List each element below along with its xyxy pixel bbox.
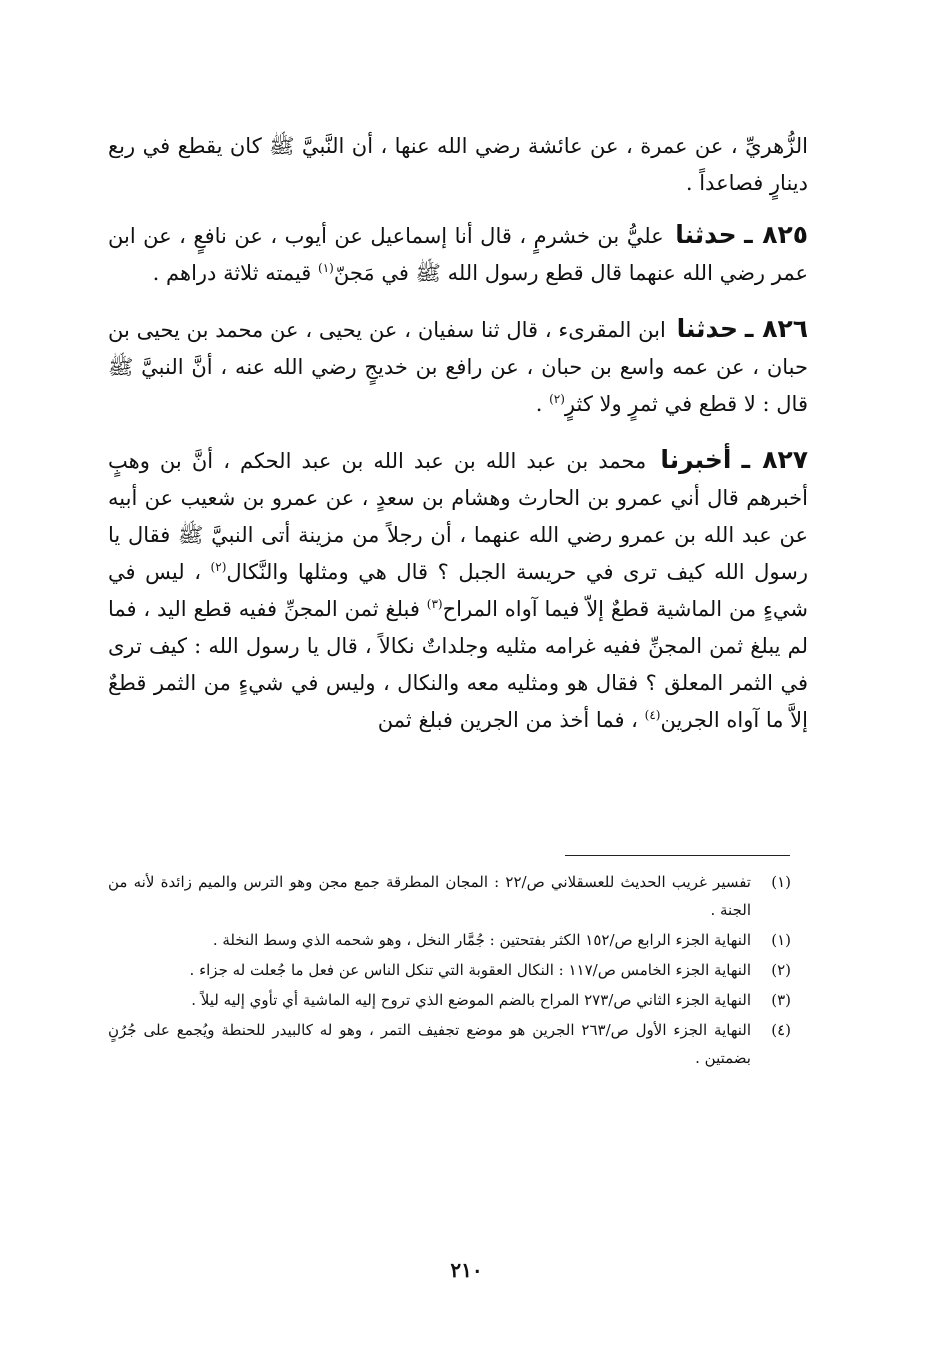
hadith-number: ٨٢٧ ـ [741, 445, 808, 474]
narration-word: حدثنا [675, 220, 737, 249]
footnote-item [108, 986, 791, 1014]
footnote-ref: (٢) [210, 560, 227, 574]
footnote-number: (١) [771, 931, 791, 949]
footnote-ref: (٢) [549, 392, 565, 406]
footnote-number: (٤) [771, 1021, 791, 1039]
main-text [108, 128, 808, 757]
hadith-827 [108, 441, 808, 739]
footnote-number: (٢) [771, 961, 791, 979]
footnote-item [108, 926, 791, 954]
narration-word: أخبرنا [660, 445, 732, 474]
footnote-number: (١) [771, 873, 791, 891]
hadith-text: ، فما أخذ من الجرين فبلغ ثمن [377, 708, 638, 732]
footnotes [108, 868, 791, 1074]
footnote-item [108, 868, 791, 924]
footnote-divider [565, 855, 790, 856]
footnote-ref: (١) [318, 261, 334, 275]
footnote-item [108, 956, 791, 984]
footnote-ref: (٣) [426, 597, 443, 611]
paragraph-continuation [108, 128, 808, 202]
hadith-826 [108, 310, 808, 423]
footnote-text: النهاية الجزء الرابع ص/١٥٢ الكثر بفتحتين : جُمَّار النخل ، وهو شحمه الذي وسط النخلة . [212, 931, 751, 949]
narration-word: حدثنا [676, 314, 739, 343]
footnote-text: النهاية الجزء الثاني ص/٢٧٣ المراح بالضم الموضع الذي تروح إليه الماشية أي تأوي إليه ليلاً . [191, 991, 751, 1009]
hadith-number: ٨٢٥ ـ [744, 220, 808, 249]
hadith-text: ابن المقرىء ، قال ثنا سفيان ، عن يحيى ، عن محمد بن يحيى بن حبان ، عن عمه واسع بن حبان ، عن رافع بن خديجٍ رضي الله عنه ، أنَّ النبيَّ ﷺ قال : لا قطع في ثمرٍ ولا كثرٍ [108, 318, 808, 416]
hadith-number: ٨٢٦ ـ [744, 314, 808, 343]
footnote-ref: (٤) [644, 708, 661, 722]
hadith-825 [108, 216, 808, 292]
hadith-text: قيمته ثلاثة دراهم . [152, 261, 312, 285]
hadith-text: عليُّ بن خشرمٍ ، قال أنا إسماعيل عن أيوب ، عن نافعٍ ، عن ابن عمر رضي الله عنهما قال قطع رسول الله ﷺ في مَجنّ [108, 224, 808, 285]
hadith-text: . [535, 392, 543, 416]
hadith-text: فبلغ ثمن المجنِّ ففيه قطع اليد ، فما لم يبلغ ثمن المجنِّ ففيه غرامه مثليه وجلداتٌ نكالاً ، قال يا رسول الله : كيف ترى في الثمر المعلق ؟ فقال هو ومثليه معه والنكال ، وليس في شيءٍ من الثمر قطعٌ إلاَّ ما آواه الجرين [108, 597, 808, 732]
footnote-number: (٣) [771, 991, 791, 1009]
footnote-text: تفسير غريب الحديث للعسقلاني ص/٢٢ : المجان المطرقة جمع مجن وهو الترس والميم زائدة لأنه من الجنة . [108, 873, 751, 919]
paragraph-text: الزُّهريِّ ، عن عمرة ، عن عائشة رضي الله عنها ، أن النَّبيَّ ﷺ كان يقطع في ربع دينارٍ فصاعداً . [108, 134, 808, 195]
hadith-text: محمد بن عبد الله بن عبد الله بن عبد الحكم ، أنَّ بن وهبٍ أخبرهم قال أني عمرو بن الحارث وهشام بن سعدٍ ، عن عمرو بن شعيب عن أبيه عن عبد الله بن عمرو رضي الله عنهما ، أن رجلاً من مزينة أتى النبيَّ ﷺ فقال يا رسول الله كيف ترى في حريسة الجبل ؟ قال هي ومثلها والنَّكال [108, 449, 808, 584]
footnote-item [108, 1016, 791, 1072]
footnote-text: النهاية الجزء الأول ص/٢٦٣ الجرين هو موضع تجفيف التمر ، وهو له كالبيدر للحنطة ويُجمع على جُرُنٍ بضمتين . [108, 1021, 752, 1067]
footnote-text: النهاية الجزء الخامس ص/١١٧ : النكال العقوبة التي تنكل الناس عن فعل ما جُعلت له جزاء . [189, 961, 751, 979]
page-number: ٢١٠ [450, 1258, 483, 1282]
hadith-text: ، ليس في شيءٍ من الماشية قطعٌ إلاّ فيما آواه المراح [108, 560, 808, 621]
